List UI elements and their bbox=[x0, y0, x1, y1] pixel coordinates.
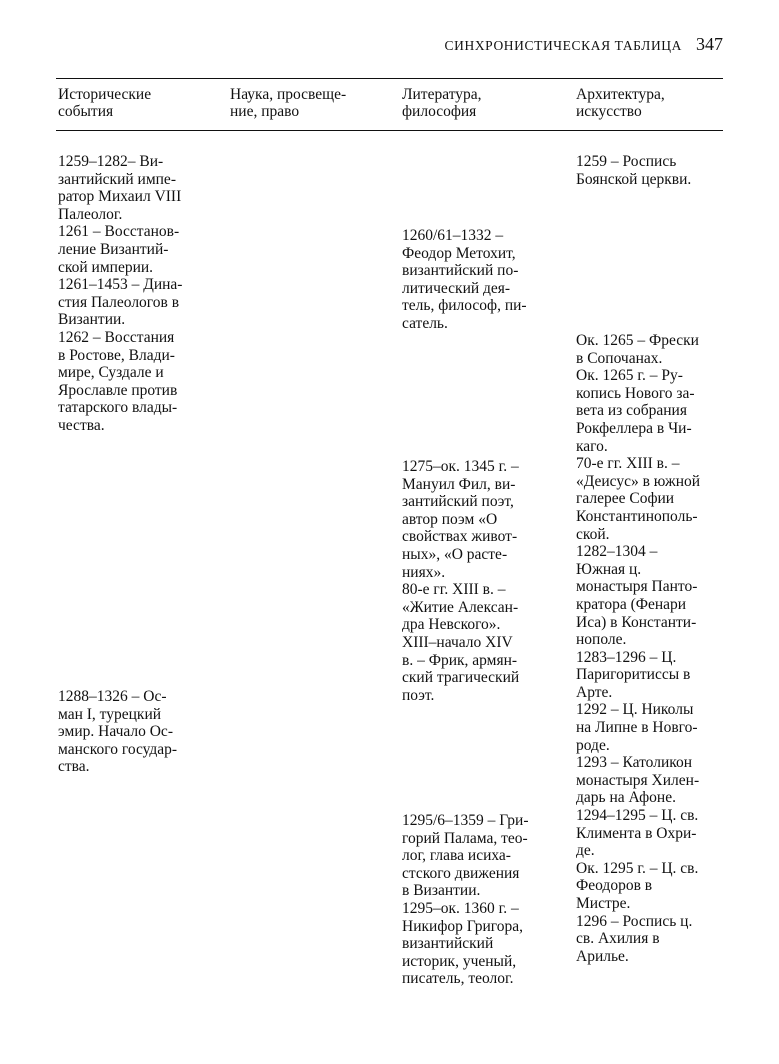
text-line: стия Палеологов в bbox=[58, 293, 180, 311]
text-line: 1294–1295 – Ц. св. bbox=[576, 807, 699, 825]
text-line: монастыря Панто- bbox=[576, 578, 698, 596]
text-line: на Липне в Новго- bbox=[576, 719, 698, 737]
text-line: Боянской церкви. bbox=[576, 170, 692, 188]
text-line: дра Невского». bbox=[402, 616, 501, 634]
text-line: 1295/6–1359 – Гри- bbox=[402, 812, 529, 829]
text-line: кратора (Фенари bbox=[576, 595, 687, 613]
text-line: нополе. bbox=[576, 631, 627, 649]
text-line: Мануил Фил, ви- bbox=[402, 475, 516, 493]
text-line: монастыря Хилен- bbox=[576, 771, 700, 789]
text-line: Константинополь- bbox=[576, 507, 698, 525]
text-line: Никифор Григора, bbox=[402, 917, 523, 935]
text-line: «Деисус» в южной bbox=[576, 472, 701, 490]
text-line: татарского влады- bbox=[58, 399, 178, 417]
text-line: Мистре. bbox=[576, 895, 631, 912]
text-line: 1288–1326 – Ос- bbox=[58, 688, 167, 705]
text-line: Южная ц. bbox=[576, 560, 642, 578]
text-line: Палеолог. bbox=[58, 205, 123, 223]
text-line: 1295–ок. 1360 г. – bbox=[402, 899, 519, 917]
text-line: автор поэм «О bbox=[402, 510, 498, 528]
art-entry-block bbox=[576, 332, 723, 965]
text-line: стского движения bbox=[402, 864, 520, 882]
text-line: Иса) в Константи- bbox=[576, 613, 697, 631]
text-line: 1262 – Восстания bbox=[58, 328, 175, 346]
text-line: XIII–начало XIV bbox=[402, 633, 513, 651]
running-title: СИНХРОНИСТИЧЕСКАЯ ТАБЛИЦА bbox=[444, 38, 682, 53]
column-header-science: Наука, просвеще- ние, право bbox=[230, 86, 347, 120]
text-line: Климента в Охри- bbox=[576, 824, 697, 842]
column-header-art: Архитектура, искусство bbox=[576, 86, 665, 120]
text-line: 1261 – Восстанов- bbox=[58, 223, 180, 241]
text-line: в. – Фрик, армян- bbox=[402, 651, 518, 669]
text-line: 1283–1296 – Ц. bbox=[576, 648, 677, 666]
text-line: галерее Софии bbox=[576, 490, 675, 508]
text-line: Ок. 1265 г. – Ру- bbox=[576, 367, 683, 385]
text-line: мире, Суздале и bbox=[58, 364, 164, 382]
text-line: Арилье. bbox=[576, 947, 629, 965]
text-line: зантийский поэт, bbox=[402, 493, 514, 511]
text-line: в Византии. bbox=[402, 882, 481, 900]
text-line: дарь на Афоне. bbox=[576, 789, 676, 807]
column-header-history: Исторические события bbox=[58, 86, 152, 120]
text-line: в Ростове, Влади- bbox=[58, 346, 175, 364]
text-line: византийский по- bbox=[402, 262, 519, 280]
text-line: 1275–ок. 1345 г. – bbox=[402, 458, 519, 475]
text-line: Феодор Метохит, bbox=[402, 244, 516, 262]
text-line: чества. bbox=[58, 416, 105, 434]
text-line: 1259–1282– Ви- bbox=[58, 153, 164, 170]
text-line: манского государ- bbox=[58, 740, 178, 758]
text-line: 70-е гг. XIII в. – bbox=[576, 455, 680, 473]
text-line: де. bbox=[576, 842, 595, 860]
text-line: «Житие Алексан- bbox=[402, 598, 519, 616]
text-line: Рокфеллера в Чи- bbox=[576, 419, 692, 437]
text-line: лог, глава исиха- bbox=[402, 847, 511, 865]
text-line: ратор Михаил VIII bbox=[58, 188, 182, 206]
text-line: Ярославле против bbox=[58, 381, 178, 399]
text-line: ман I, турецкий bbox=[58, 705, 162, 723]
text-line: ский трагический bbox=[402, 669, 520, 687]
table-header-rule bbox=[56, 130, 723, 131]
text-line: горий Палама, тео- bbox=[402, 829, 528, 847]
text-line: ской. bbox=[576, 525, 610, 543]
text-line: каго. bbox=[576, 437, 608, 455]
text-line: свойствах живот- bbox=[402, 528, 518, 546]
text-line: Ок. 1265 – Фрески bbox=[576, 332, 699, 349]
column-header-literature: Литература, философия bbox=[402, 86, 482, 120]
page-number: 347 bbox=[696, 34, 723, 54]
text-line: вета из собрания bbox=[576, 402, 687, 420]
text-line: копись Нового за- bbox=[576, 384, 695, 402]
text-line: 80-е гг. XIII в. – bbox=[402, 581, 506, 599]
text-line: ства. bbox=[58, 758, 90, 776]
text-line: св. Ахилия в bbox=[576, 930, 660, 948]
text-line: зантийский импе- bbox=[58, 170, 176, 188]
text-line: поэт. bbox=[402, 686, 435, 704]
text-line: 1261–1453 – Дина- bbox=[58, 276, 183, 294]
text-line: 1259 – Роспись bbox=[576, 153, 677, 170]
text-line: историк, ученый, bbox=[402, 952, 517, 970]
history-entry-block bbox=[58, 153, 206, 435]
text-line: роде. bbox=[576, 736, 610, 754]
text-line: в Сопочанах. bbox=[576, 349, 663, 367]
text-line: Арте. bbox=[576, 683, 613, 701]
literature-entry-block bbox=[402, 458, 551, 704]
text-line: ниях». bbox=[402, 563, 446, 581]
text-line: ление Византий- bbox=[58, 240, 169, 258]
text-line: византийский bbox=[402, 935, 494, 953]
text-line: Феодоров в bbox=[576, 877, 653, 895]
text-line: сатель. bbox=[402, 314, 448, 332]
text-line: писатель, теолог. bbox=[402, 970, 514, 988]
page-header bbox=[56, 34, 723, 60]
text-line: литический дея- bbox=[402, 279, 511, 297]
literature-entry-block bbox=[402, 812, 551, 988]
text-line: 1292 – Ц. Николы bbox=[576, 701, 694, 719]
text-line: Ок. 1295 г. – Ц. св. bbox=[576, 859, 699, 877]
text-line: 1293 – Католикон bbox=[576, 754, 693, 772]
text-line: Византии. bbox=[58, 311, 126, 329]
literature-entry-block bbox=[402, 227, 551, 333]
text-line: ных», «О расте- bbox=[402, 545, 508, 563]
text-line: 1260/61–1332 – bbox=[402, 227, 504, 244]
text-line: эмир. Начало Ос- bbox=[58, 723, 173, 741]
text-line: Паригоритиссы в bbox=[576, 666, 691, 684]
text-line: тель, философ, пи- bbox=[402, 297, 527, 315]
text-line: 1282–1304 – bbox=[576, 543, 658, 561]
text-line: 1296 – Роспись ц. bbox=[576, 912, 693, 930]
art-entry-block bbox=[576, 153, 723, 188]
text-line: ской империи. bbox=[58, 258, 154, 276]
table-top-rule bbox=[56, 78, 723, 79]
history-entry-block bbox=[58, 688, 206, 776]
